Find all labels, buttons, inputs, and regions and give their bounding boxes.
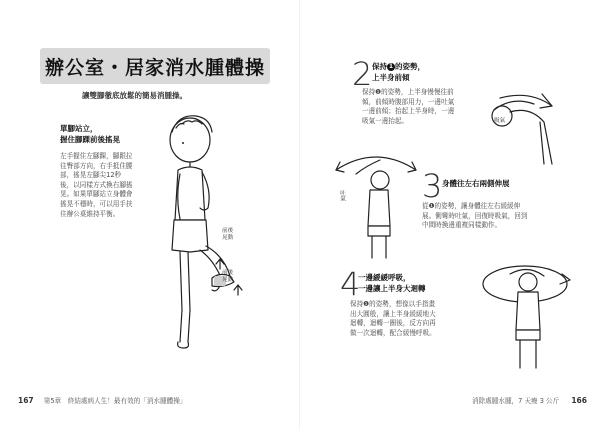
step3-body-line: 展。側彎時吐氣，回復時吸氣，回到	[422, 211, 528, 220]
side-stretch-illustration	[330, 150, 420, 260]
step3-callout: 吐氣	[339, 190, 345, 202]
step3-number: 3	[422, 167, 443, 205]
right-footer	[472, 395, 587, 405]
step1-body-line: 晃。如果單腳站立身體會	[60, 190, 133, 199]
step2-callout: 吸氣	[494, 118, 506, 124]
page-subtitle: 讓雙腳徹底放鬆的簡易消腫操。	[82, 91, 187, 100]
step2-body-line: 一邊前傾；抬起上半身時，一邊	[362, 107, 455, 116]
step1-body-line: 後，以同樣方式換右腳搖	[60, 180, 133, 189]
step4-body-line: 做一次迴轉，配合緩慢呼吸。	[350, 328, 436, 337]
step4-title-line1: 一邊緩緩呼吸，	[358, 273, 411, 282]
callout-front: 前後 晃動	[222, 228, 234, 241]
step1-body-line: 往臀部方向，右手抵住腰	[60, 161, 133, 170]
step2-title-line1	[372, 62, 425, 73]
step4-body-line: 迴轉，迴轉一圈後，反方向再	[350, 319, 436, 328]
step2-title-pre: 保持	[372, 62, 387, 71]
step1-body-line: 左手握住左腳踝，腳跟拉	[60, 152, 133, 160]
page-title: 辦公室・居家消水腫體操	[40, 48, 270, 84]
torso-rotation-illustration	[470, 252, 580, 372]
step1-title-line1: 單腳站立，	[60, 124, 98, 133]
step3-body-line: 中間時換邊重複同樣動作。	[422, 221, 502, 230]
left-folio: 167	[18, 396, 34, 405]
step1-body-line: 部，搖晃左腳尖12秒	[60, 171, 122, 180]
step4-body	[350, 300, 470, 338]
right-page	[300, 0, 600, 429]
step1-title-line2: 握住腳踝前後搖晃	[60, 134, 120, 144]
step3-title: 身體往左右兩側伸展	[442, 179, 510, 188]
step2-body	[362, 88, 477, 126]
step1-body-line: 住辦公桌維持平衡。	[60, 209, 120, 218]
step2-title	[372, 62, 425, 83]
step2-title-post: 的姿勢，	[395, 62, 425, 71]
left-running-head: 第5章 終結處病人生！最有效的「消水腫體操」	[43, 397, 187, 405]
step3-body	[422, 202, 562, 231]
step2-badge: 1	[388, 63, 394, 70]
right-running-head: 消除處腫水腫，7 天瘦 3 公斤	[472, 397, 560, 405]
step2-number: 2	[352, 55, 373, 93]
step4-title-line2: 一邊讓上半身大迴轉	[358, 283, 426, 293]
callout-back: 前後 晃動	[222, 270, 234, 283]
right-folio: 166	[571, 396, 587, 405]
step2-title-line2: 上半身前傾	[372, 72, 410, 82]
one-leg-stand-illustration	[150, 110, 260, 360]
step2-body-line: 保持❶的姿勢，上半身慢慢往前	[362, 88, 454, 96]
step4-body-line: 保持❶的姿勢，想像以手指畫	[350, 300, 436, 308]
step2-body-line: 吸氣一邊抬起。	[362, 116, 409, 125]
step4-title	[358, 273, 426, 294]
step2-body-line: 傾，前傾時腹部用力，一邊吐氣	[362, 97, 455, 106]
step3-body-line: 從❶的姿勢，讓身體往左右緩緩伸	[422, 202, 521, 210]
step1-title	[60, 124, 120, 145]
step4-number: 4	[340, 265, 361, 303]
forward-bend-illustration	[480, 80, 570, 170]
step1-body-line: 搖晃不穩時，可以用手扶	[60, 199, 133, 208]
left-footer	[18, 395, 186, 405]
step4-body-line: 出大圓般，讓上半身緩緩地大	[350, 309, 436, 318]
